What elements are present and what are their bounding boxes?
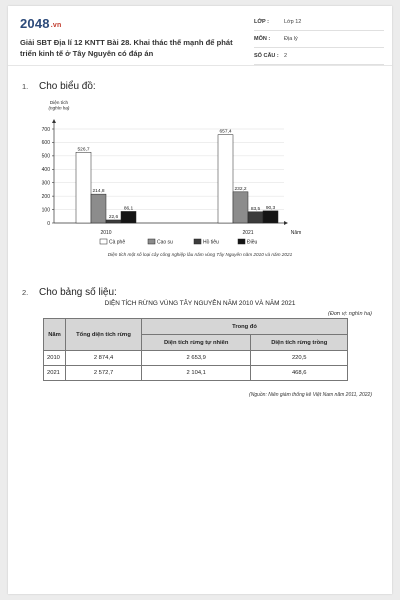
header-planted: Diện tích rừng trồng	[251, 335, 348, 351]
header-year: Năm	[44, 319, 66, 351]
section-2-heading: 2. Cho bảng số liệu:	[22, 287, 117, 298]
legend-swatch	[194, 239, 201, 244]
y-tick-label: 100	[41, 207, 50, 214]
cell-natural: 2 653,9	[142, 351, 251, 366]
cell-planted: 220,5	[251, 351, 348, 366]
table-title: DIỆN TÍCH RỪNG VÙNG TÂY NGUYÊN NĂM 2010 VÀ NĂM 2021	[104, 300, 296, 307]
legend-swatch	[238, 239, 245, 244]
legend-label: Hồ tiêu	[203, 239, 219, 246]
x-axis-label: Năm	[290, 230, 302, 236]
y-axis-label: (nghìn ha)	[48, 105, 70, 111]
bar	[121, 211, 136, 223]
cell-natural: 2 104,1	[142, 366, 251, 381]
site-logo[interactable]: 2048.vn	[20, 16, 62, 31]
y-tick-label: 0	[47, 220, 50, 227]
cell-total: 2 572,7	[66, 366, 142, 381]
cell-total: 2 874,4	[66, 351, 142, 366]
bar	[233, 192, 248, 223]
bar-value-label: 526,7	[77, 147, 90, 153]
y-axis-label: Diện tích	[49, 100, 69, 105]
table-unit: (Đơn vị: nghìn ha)	[328, 311, 372, 317]
header-natural: Diện tích rừng tự nhiên	[142, 335, 251, 351]
page-header	[8, 6, 392, 66]
table-row	[44, 351, 348, 366]
y-tick-label: 700	[41, 126, 50, 133]
bar-value-label: 657,4	[219, 129, 232, 135]
y-tick-label: 300	[41, 180, 50, 187]
bar	[248, 212, 263, 223]
y-tick-label: 600	[41, 140, 50, 147]
bar-value-label: 86,1	[123, 206, 134, 212]
bar	[91, 194, 106, 223]
cell-year: 2010	[44, 351, 66, 366]
bar-value-label: 90,3	[265, 205, 276, 211]
document-page	[8, 6, 392, 594]
bar	[76, 152, 91, 223]
y-tick-label: 400	[41, 167, 50, 174]
legend-swatch	[100, 239, 107, 244]
bar-value-label: 232,2	[234, 186, 247, 192]
bar-chart	[8, 94, 392, 254]
cell-planted: 468,6	[251, 366, 348, 381]
y-tick-label: 200	[41, 193, 50, 200]
bar-value-label: 214,8	[92, 189, 105, 195]
document-title: Giải SBT Địa lí 12 KNTT Bài 28. Khai thác thế mạnh để phát triển kinh tế ở Tây Nguyên có đáp án	[20, 38, 233, 58]
meta-class: LỚP : Lớp 12	[254, 16, 384, 31]
header-total: Tổng diện tích rừng	[66, 319, 142, 351]
x-axis-arrow	[284, 221, 288, 225]
y-tick-label: 500	[41, 153, 50, 160]
table-row	[44, 366, 348, 381]
bar-value-label: 22,6	[108, 214, 119, 220]
legend-label: Cao su	[157, 239, 173, 246]
meta-question-count: SỐ CÂU : 2	[254, 50, 384, 65]
meta-subject: MÔN : Địa lý	[254, 33, 384, 48]
header-group: Trong đó	[142, 319, 348, 335]
legend-label: Cà phê	[109, 239, 126, 246]
x-category-label: 2021	[242, 230, 254, 236]
cell-year: 2021	[44, 366, 66, 381]
section-1-heading: 1. Cho biểu đồ:	[22, 81, 96, 92]
data-table	[43, 318, 348, 381]
bar	[263, 211, 278, 223]
legend-swatch	[148, 239, 155, 244]
x-category-label: 2010	[100, 230, 112, 236]
legend-label: Điều	[247, 239, 258, 246]
table-source: (Nguồn: Niên giám thống kê Việt Nam năm 2011, 2022)	[249, 392, 372, 398]
y-axis-arrow	[52, 119, 56, 123]
chart-caption: Diện tích một số loại cây công nghiệp lâu năm vùng Tây Nguyên năm 2010 và năm 2021	[107, 252, 293, 257]
bar	[106, 220, 121, 223]
bar-value-label: 83,5	[250, 206, 261, 212]
bar	[218, 135, 233, 223]
